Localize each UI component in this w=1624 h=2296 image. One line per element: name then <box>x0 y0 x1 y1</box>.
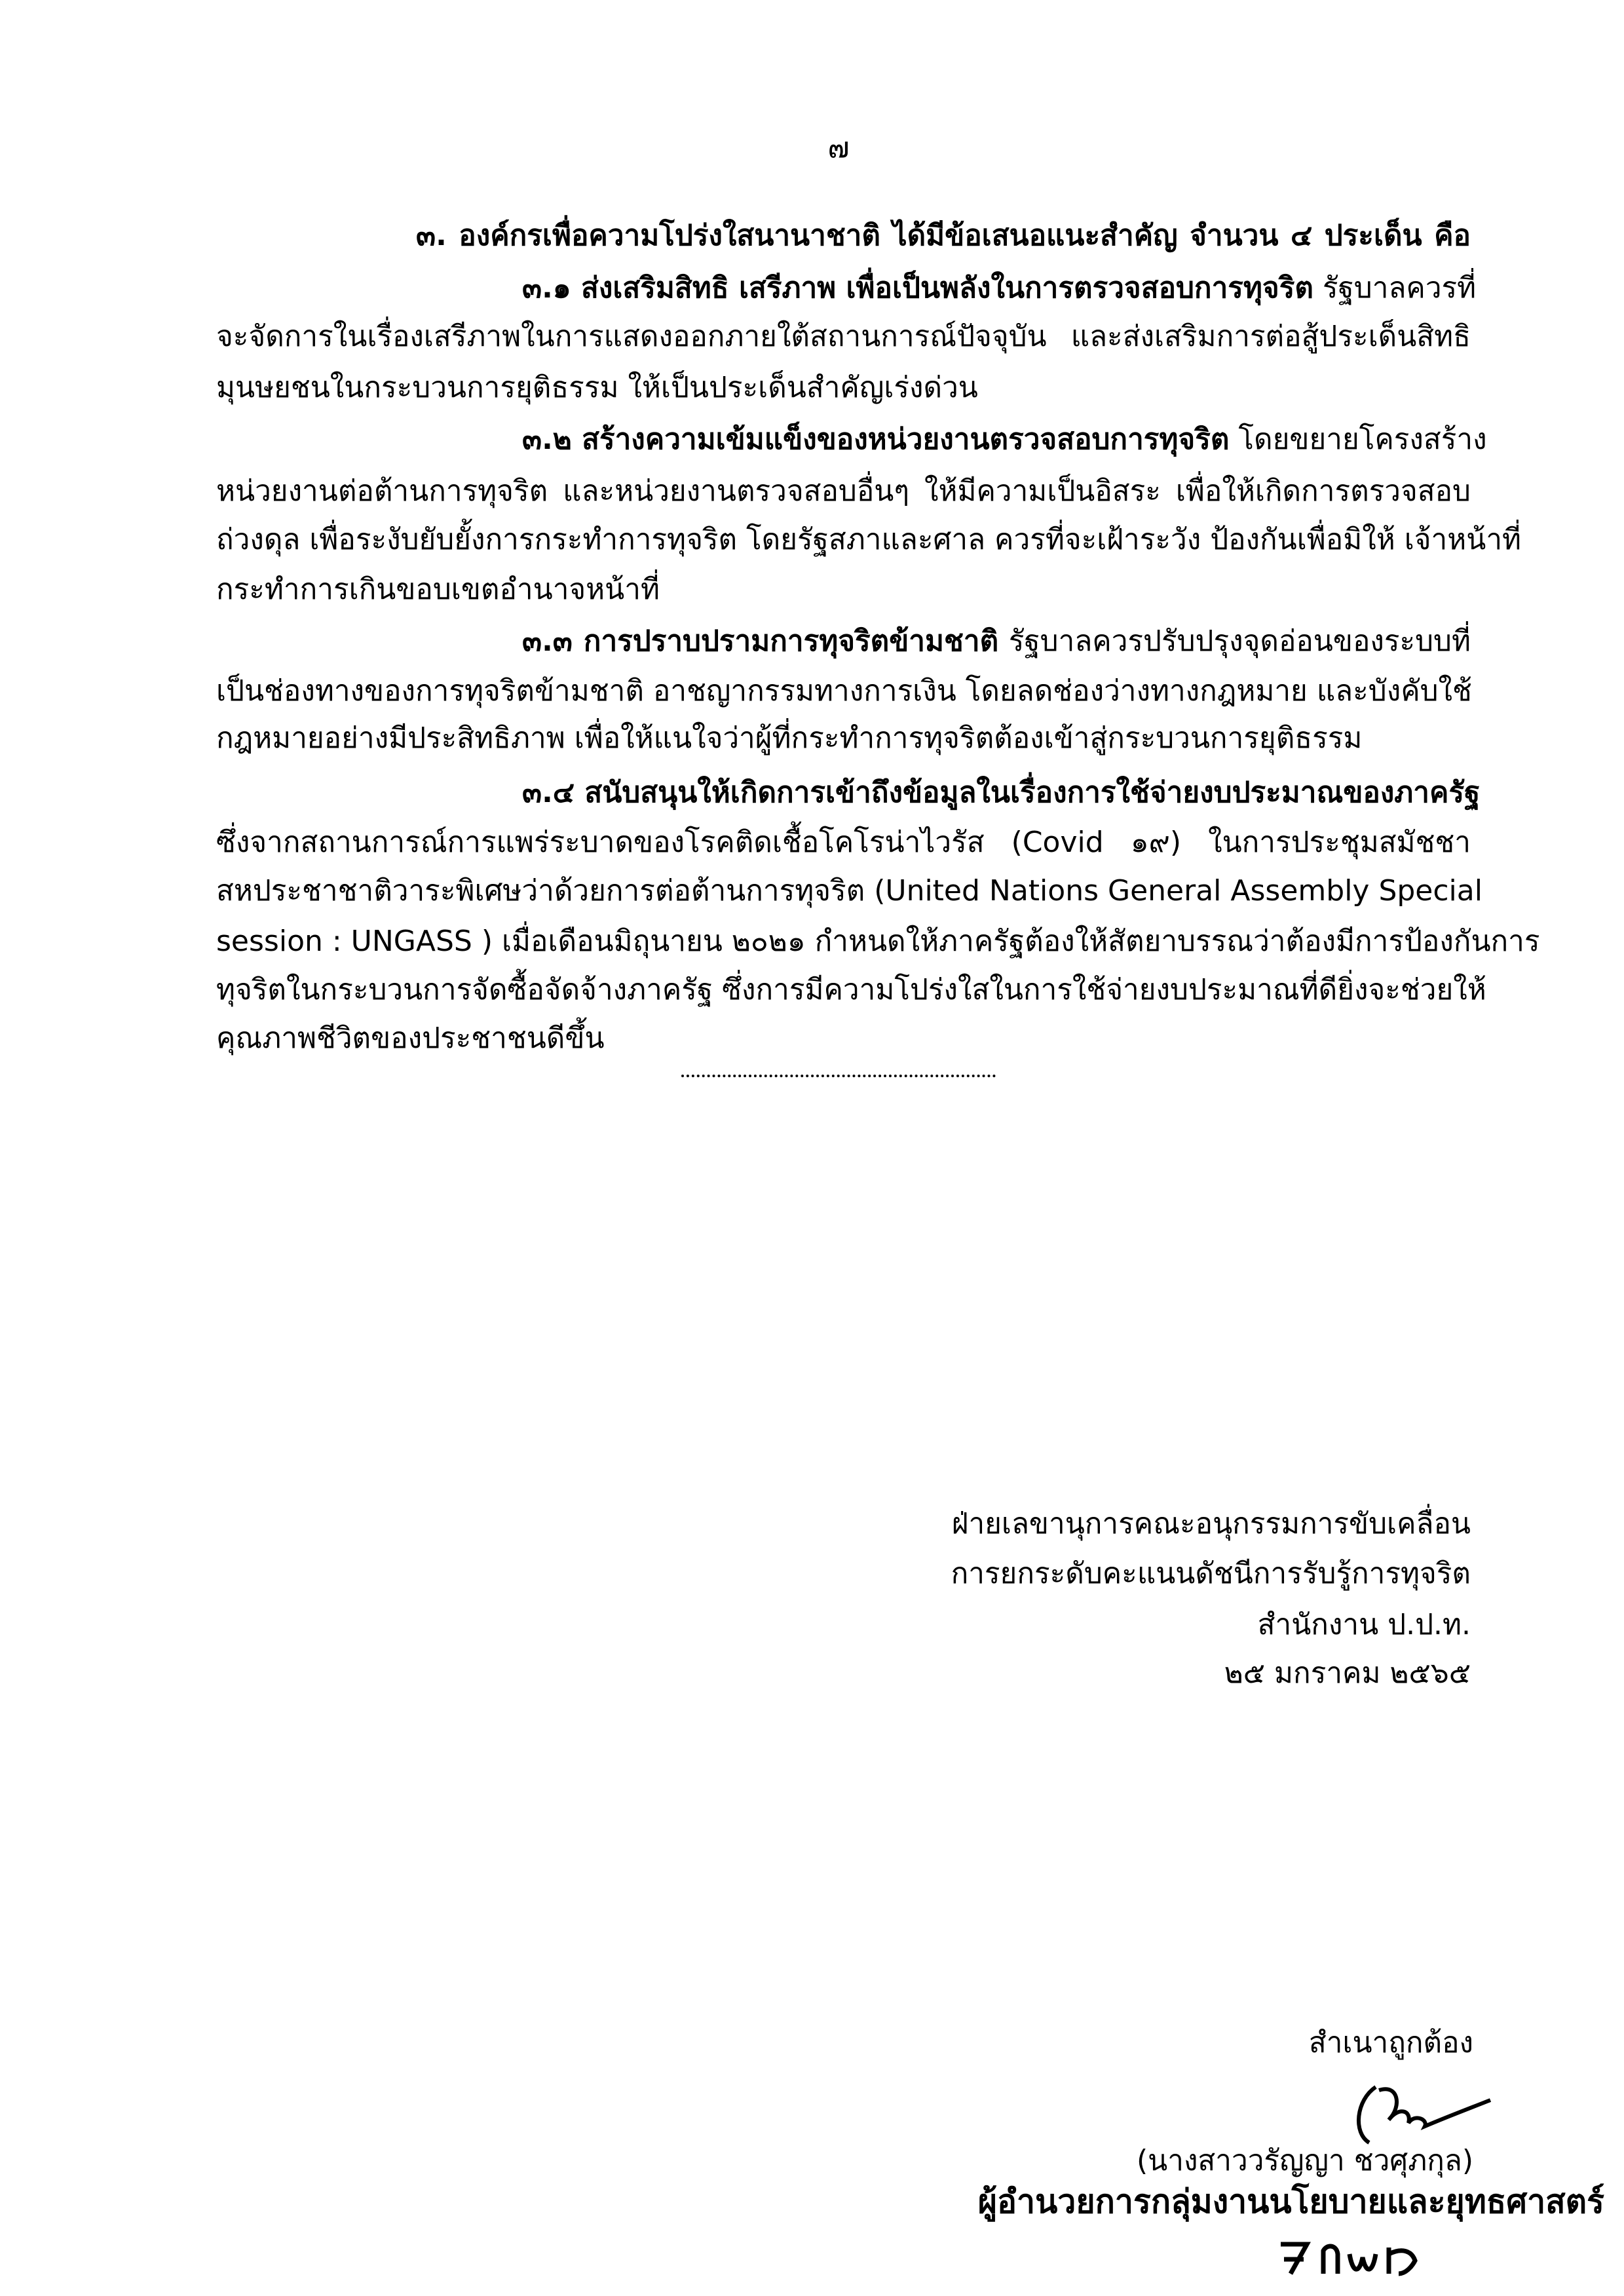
office-name: สำนักงาน ป.ป.ท. <box>1257 1608 1471 1641</box>
heading-text: ๓.๔ สนับสนุนให้เกิดการเข้าถึงข้อมูลในเรื่องการใช้จ่ายงบประมาณของภาครัฐ <box>522 776 1481 809</box>
paragraph-line: หน่วยงานต่อต้านการทุจริต และหน่วยงานตรวจสอบอื่นๆ ให้มีความเป็นอิสระ เพื่อให้เกิดการตรวจสอบ <box>216 474 1471 508</box>
body-text: รัฐบาลควรที่ <box>1313 271 1477 305</box>
paragraph-3-3-line <box>522 622 1471 661</box>
paragraph-line: คุณภาพชีวิตของประชาชนดีขึ้น <box>216 1022 605 1055</box>
paragraph-line: กฎหมายอย่างมีประสิทธิภาพ เพื่อให้แนใจว่าผู้ที่กระทำการทุจริตต้องเข้าสู่กระบวนการยุติธรรม <box>216 721 1363 755</box>
paragraph-line: เป็นช่องทางของการทุจริตข้ามชาติ อาชญากรรมทางการเงิน โดยลดช่องว่างทางกฎหมาย และบังคับใช้ <box>216 674 1472 708</box>
paragraph-3-1-line <box>522 269 1477 308</box>
paragraph-line: ทุจริตในกระบวนการจัดซื้อจัดจ้างภาครัฐ ซึ่งการมีความโปร่งใสในการใช้จ่ายงบประมาณที่ดียิ่งจะช่วยให้ <box>216 973 1486 1006</box>
subheading-3-3: ๓.๓ การปราบปรามการทุจริตข้ามชาติ <box>522 624 999 658</box>
document-date: ๒๕ มกราคม ๒๕๖๕ <box>1224 1656 1471 1690</box>
subheading-3-1: ๓.๑ ส่งเสริมสิทธิ เสรีภาพ เพื่อเป็นพลังในการตรวจสอบการทุจริต <box>522 271 1313 305</box>
certified-copy-label: สำเนาถูกต้อง <box>1308 2026 1473 2059</box>
signature-icon <box>1350 2080 1494 2146</box>
body-text: รัฐบาลควรปรับปรุงจุดอ่อนของระบบที่ <box>998 624 1471 658</box>
signatory-position: ผู้อำนวยการกลุ่มงานนโยบายและยุทธศาสตร์ <box>977 2183 1604 2221</box>
dotted-separator <box>681 1075 996 1077</box>
paragraph-line: สหประชาชาติวาระพิเศษว่าด้วยการต่อต้านการทุจริต (United Nations General Assembly Special <box>216 874 1482 908</box>
paragraph-line: ซึ่งจากสถานการณ์การแพร่ระบาดของโรคติดเชื้อโคโรน่าไวรัส (Covid ๑๙) ในการประชุมสมัชชา <box>216 826 1471 859</box>
handwritten-date-icon <box>1277 2234 1428 2280</box>
paragraph-line: session : UNGASS ) เมื่อเดือนมิถุนายน ๒๐๒๑ กำหนดให้ภาครัฐต้องให้สัตยาบรรณว่าต้องมีการป้องกันการ <box>216 925 1540 958</box>
paragraph-3-2-line <box>522 420 1487 459</box>
department-line-2: การยกระดับคะแนนดัชนีการรับรู้การทุจริต <box>951 1557 1471 1590</box>
subheading-3-4 <box>522 773 1481 813</box>
heading-text: ๓. องค์กรเพื่อความโปร่งใสนานาชาติ ได้มีข้อเสนอแนะสำคัญ จำนวน ๔ ประเด็น คือ <box>416 219 1471 252</box>
signatory-name: (นางสาววรัญญา ชวศุภกุล) <box>1137 2144 1473 2177</box>
paragraph-line: ถ่วงดุล เพื่อระงับยับยั้งการกระทำการทุจริต โดยรัฐสภาและศาล ควรที่จะเฝ้าระวัง ป้องกันเพื่อมิให้ เจ้าหน้าที่ <box>216 523 1522 556</box>
body-text: โดยขยายโครงสร้าง <box>1229 423 1487 456</box>
subheading-3-2: ๓.๒ สร้างความเข้มแข็งของหน่วยงานตรวจสอบการทุจริต <box>522 423 1230 456</box>
paragraph-line: กระทำการเกินขอบเขตอำนาจหน้าที่ <box>216 573 660 606</box>
paragraph-line: จะจัดการในเรื่องเสรีภาพในการแสดงออกภายใต้สถานการณ์ปัจจุบัน และส่งเสริมการต่อสู้ประเด็นสิทธิ <box>216 320 1471 353</box>
page-number: ๗ <box>827 131 850 164</box>
section-3-heading <box>416 216 1471 256</box>
paragraph-line: มุนษยชนในกระบวนการยุติธรรม ให้เป็นประเด็นสำคัญเร่งด่วน <box>216 371 978 404</box>
department-line-1: ฝ่ายเลขานุการคณะอนุกรรมการขับเคลื่อน <box>951 1507 1471 1540</box>
